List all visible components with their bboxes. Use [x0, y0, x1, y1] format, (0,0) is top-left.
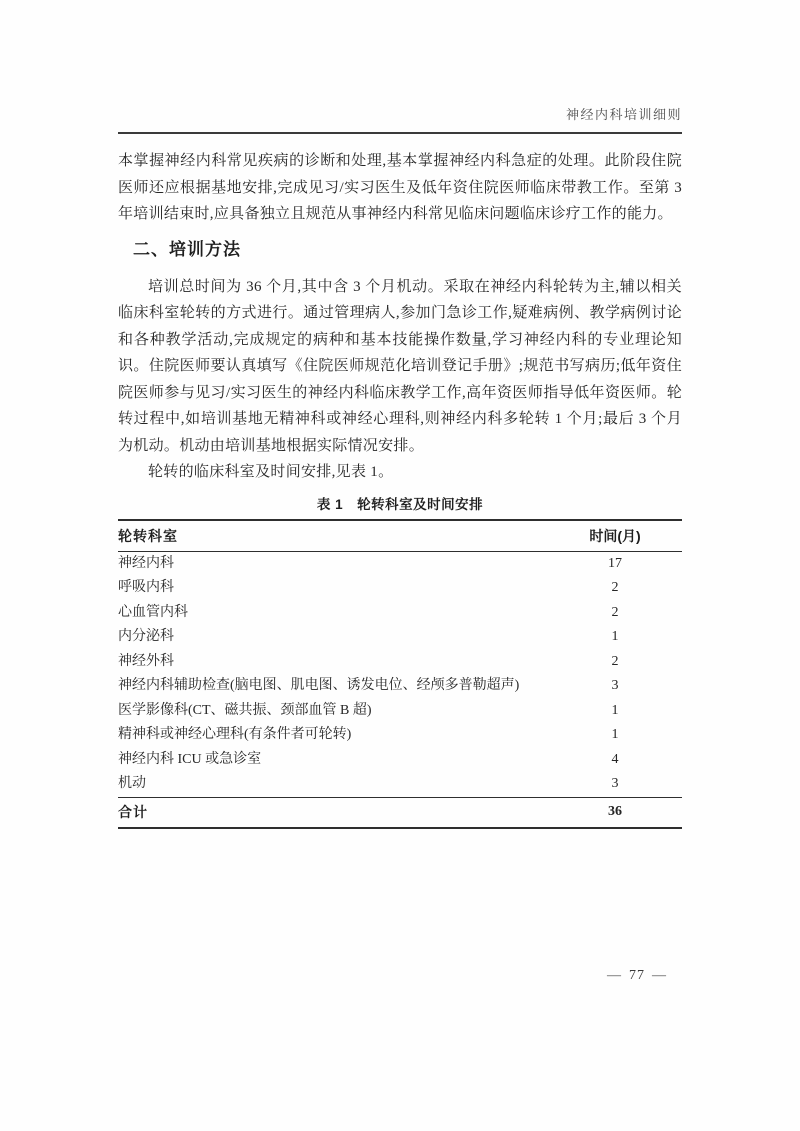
time-cell: 1: [611, 727, 619, 742]
paragraph-training-method: 培训总时间为 36 个月,其中含 3 个月机动。采取在神经内科轮转为主,辅以相关临床科室轮转的方式进行。通过管理病人,参加门急诊工作,疑难病例、教学病例讨论和各种教学活动,完成规定的病种和基本技能操作数量,学习神经内科的专业理论知识。住院医师要认真填写《住院医师规范化培训登记手册》;规范书写病历;低年资住院医师参与见习/实习医生的神经内科临床教学工作,高年资医师指导低年资医师。轮转过程中,如培训基地无精神科或神经心理科,则神经内科多轮转 1 个月;最后 3 个月为机动。机动由培训基地根据实际情况安排。: [118, 278, 682, 454]
paragraph-table-reference: 轮转的临床科室及时间安排,见表 1。: [148, 464, 394, 480]
page-number-value: 77: [629, 968, 645, 983]
dept-cell: 呼吸内科: [118, 580, 174, 595]
time-cell: 2: [611, 580, 619, 595]
rotation-schedule-table: [118, 519, 682, 829]
running-head: 神经内科培训细则: [565, 107, 682, 122]
table-row: [118, 551, 682, 576]
dept-cell: 神经外科: [118, 653, 174, 669]
dept-cell: 医学影像科(CT、磁共振、颈部血管 B 超): [118, 702, 372, 718]
header-divider: [118, 132, 682, 134]
time-cell: 4: [611, 751, 619, 767]
dept-cell: 精神科或神经心理科(有条件者可轮转): [118, 727, 352, 742]
table-row: [118, 772, 682, 797]
table-row: [118, 650, 682, 675]
table-row: [118, 699, 682, 724]
paragraph-overview: 本掌握神经内科常见疾病的诊断和处理,基本掌握神经内科急症的处理。此阶段住院医师还应根据基地安排,完成见习/实习医生及低年资住院医师临床带教工作。至第 3 年培训结束时,应具备独立且规范从事神经内科常见临床问题临床诊疗工作的能力。: [118, 153, 682, 222]
time-cell: 17: [608, 555, 622, 571]
dept-cell: 内分泌科: [118, 629, 174, 644]
total-label-cell: 合计: [118, 797, 548, 828]
table-row: [118, 723, 682, 748]
time-cell: 3: [611, 678, 619, 693]
dept-cell: 心血管内科: [118, 604, 188, 620]
page-number-dash-left: —: [607, 968, 622, 983]
table-row: [118, 625, 682, 650]
dept-cell: 机动: [118, 776, 146, 791]
time-cell: 3: [611, 776, 619, 791]
table-row: [118, 601, 682, 626]
total-value-cell: 36: [548, 797, 682, 828]
table-header-row: [118, 520, 682, 552]
time-cell: 1: [611, 629, 619, 644]
time-cell: 2: [611, 653, 619, 669]
column-header-time: 时间(月): [548, 520, 682, 552]
table-row: [118, 674, 682, 699]
page-content: [118, 0, 682, 829]
dept-cell: 神经内科 ICU 或急诊室: [118, 751, 262, 767]
table-row: [118, 576, 682, 601]
page-number-dash-right: —: [652, 968, 667, 983]
column-header-department: 轮转科室: [118, 520, 548, 552]
section-heading-training-method: 二、培训方法: [133, 239, 241, 259]
table-total-row: [118, 797, 682, 828]
table-row: [118, 748, 682, 773]
dept-cell: 神经内科辅助检查(脑电图、肌电图、诱发电位、经颅多普勒超声): [118, 678, 520, 693]
dept-cell: 神经内科: [118, 555, 174, 571]
time-cell: 2: [611, 604, 619, 620]
table-caption: 表 1 轮转科室及时间安排: [316, 496, 484, 512]
page-number: [600, 968, 674, 984]
time-cell: 1: [611, 702, 619, 718]
